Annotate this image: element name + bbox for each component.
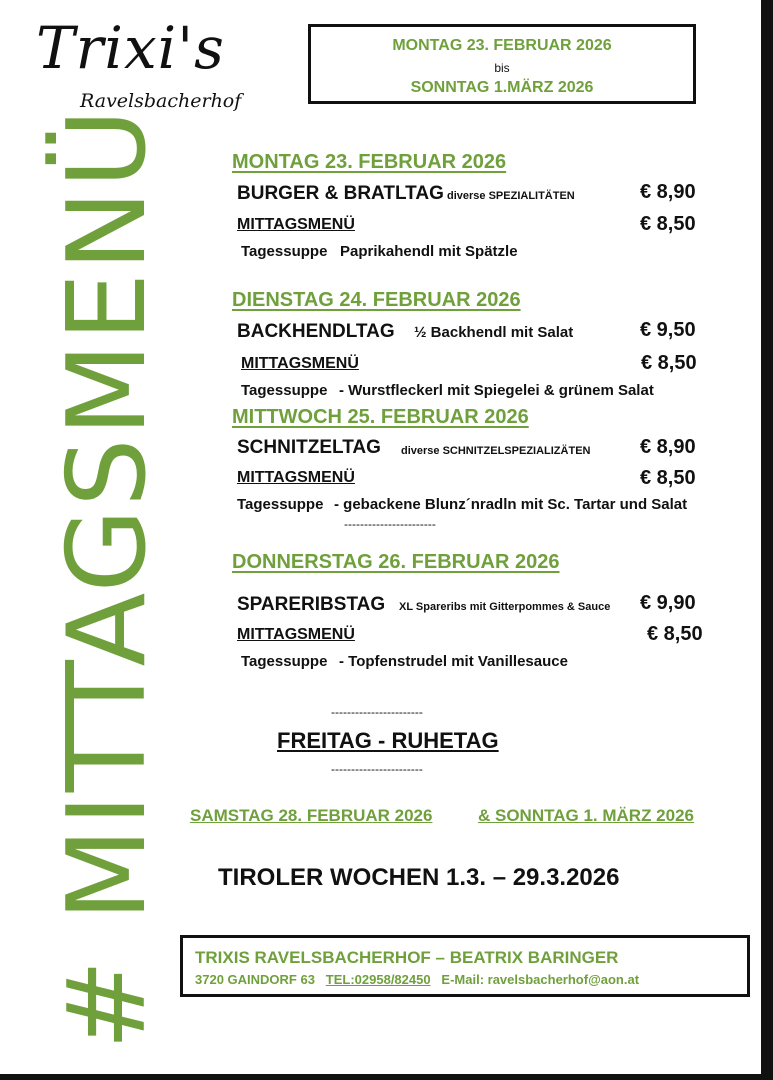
special-note-wednesday: diverse SCHNITZELSPEZIALIZÄTEN [401, 445, 591, 457]
special-price-wednesday: € 8,90 [640, 436, 696, 458]
vertical-title: # MITTAGSMENÜ [45, 107, 170, 1050]
special-wednesday: SCHNITZELTAG [237, 437, 381, 458]
soup-thursday: Tagessuppe [241, 653, 328, 670]
soup-tuesday: Tagessuppe [241, 382, 328, 399]
week-date-box [308, 24, 696, 104]
logo-subtitle: Ravelsbacherhof [80, 90, 242, 112]
logo-name: Trixi's [36, 14, 225, 82]
main-monday: Paprikahendl mit Spätzle [340, 243, 518, 260]
soup-monday: Tagessuppe [241, 243, 328, 260]
menu-label-monday: MITTAGSMENÜ [237, 216, 355, 233]
contact-phone[interactable]: TEL:02958/82450 [325, 972, 431, 987]
special-tuesday: BACKHENDLTAG [237, 321, 395, 342]
special-monday: BURGER & BRATLTAG [237, 183, 444, 204]
special-price-tuesday: € 9,50 [640, 319, 696, 341]
page-frame-bottom [0, 1074, 773, 1080]
friday-closed-label: FREITAG - RUHETAG [277, 728, 499, 753]
day-title-tuesday: DIENSTAG 24. FEBRUAR 2026 [232, 289, 521, 311]
menu-price-monday: € 8,50 [640, 213, 696, 235]
menu-price-thursday: € 8,50 [647, 623, 703, 645]
contact-address: 3720 GAINDORF 63 [195, 972, 315, 987]
friday-divider-bottom: ----------------------- [331, 762, 423, 776]
special-note-monday: diverse SPEZIALITÄTEN [447, 190, 575, 202]
special-thursday: SPARERIBSTAG [237, 594, 386, 615]
main-wednesday: - gebackene Blunz´nradln mit Sc. Tartar und Salat [334, 496, 688, 513]
contact-details [195, 972, 639, 987]
day-title-wednesday: MITTWOCH 25. FEBRUAR 2026 [232, 406, 529, 428]
main-thursday: - Topfenstrudel mit Vanillesauce [339, 653, 568, 670]
divider-wednesday: ----------------------- [344, 517, 436, 531]
page-frame-right [761, 0, 773, 1080]
main-tuesday: - Wurstfleckerl mit Spiegelei & grünem Salat [339, 382, 654, 399]
soup-wednesday: Tagessuppe [237, 496, 324, 513]
weekend-saturday: SAMSTAG 28. FEBRUAR 2026 [190, 806, 433, 825]
day-title-thursday: DONNERSTAG 26. FEBRUAR 2026 [232, 551, 560, 573]
menu-label-tuesday: MITTAGSMENÜ [241, 355, 359, 372]
menu-price-tuesday: € 8,50 [641, 352, 697, 374]
weekend-sunday: & SONNTAG 1. MÄRZ 2026 [478, 806, 695, 825]
special-note-tuesday: ½ Backhendl mit Salat [414, 324, 574, 341]
contact-name: TRIXIS RAVELSBACHERHOF – BEATRIX BARINGER [195, 948, 619, 967]
menu-price-wednesday: € 8,50 [640, 467, 696, 489]
special-price-monday: € 8,90 [640, 181, 696, 203]
tiroler-wochen: TIROLER WOCHEN 1.3. – 29.3.2026 [218, 864, 620, 891]
contact-email[interactable]: E-Mail: ravelsbacherhof@aon.at [441, 972, 640, 987]
menu-label-thursday: MITTAGSMENÜ [237, 626, 355, 643]
week-separator: bis [494, 61, 510, 75]
friday-divider-top: ----------------------- [331, 705, 423, 719]
special-price-thursday: € 9,90 [640, 592, 696, 614]
week-start: MONTAG 23. FEBRUAR 2026 [392, 37, 612, 54]
special-note-thursday: XL Spareribs mit Gitterpommes & Sauce [399, 601, 611, 613]
contact-box [180, 935, 750, 997]
week-end: SONNTAG 1.MÄRZ 2026 [410, 79, 594, 96]
day-title-monday: MONTAG 23. FEBRUAR 2026 [232, 151, 507, 173]
menu-label-wednesday: MITTAGSMENÜ [237, 469, 355, 486]
